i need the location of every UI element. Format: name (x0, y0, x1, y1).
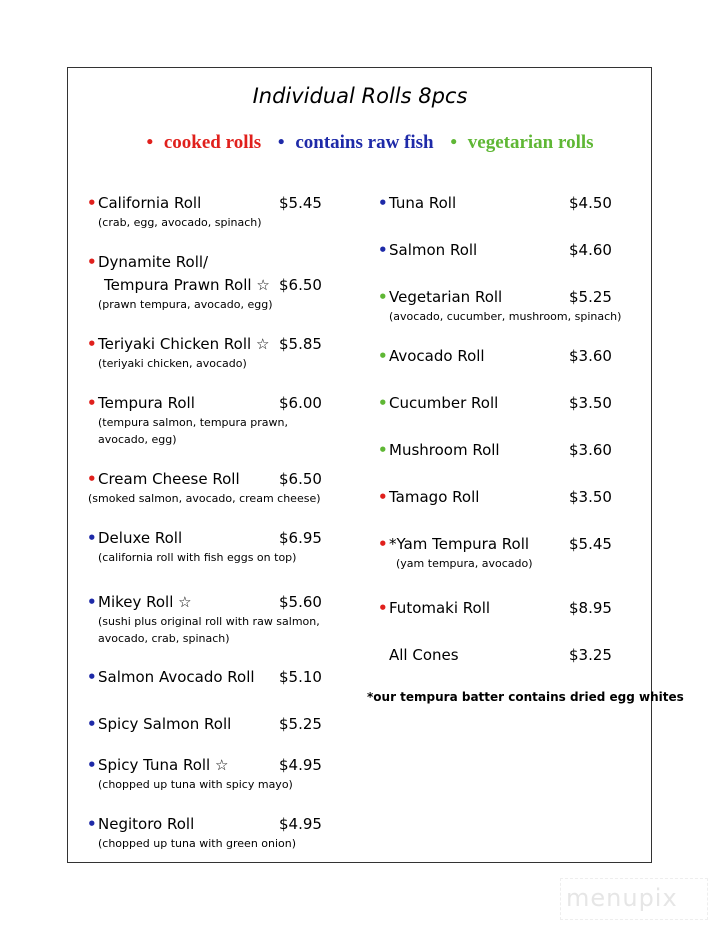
item-type-bullet: • (378, 194, 388, 212)
item-price: $5.45 (279, 194, 322, 212)
item-price: $5.45 (569, 535, 612, 553)
item-name: All Cones (389, 646, 459, 664)
item-price: $5.25 (279, 715, 322, 733)
item-type-bullet: • (87, 668, 97, 686)
item-name: Futomaki Roll (389, 599, 491, 617)
item-type-bullet: • (378, 488, 388, 506)
item-name: Tamago Roll (389, 488, 480, 506)
item-name: Salmon Avocado Roll (98, 668, 255, 686)
item-type-bullet: • (87, 394, 97, 412)
item-name: Spicy Tuna Roll ☆ (98, 756, 229, 774)
item-type-bullet: • (87, 194, 97, 212)
item-description-line: (sushi plus original roll with raw salmon, (98, 615, 320, 628)
item-description-line: avocado, egg) (98, 433, 177, 446)
legend (0, 132, 720, 154)
item-description-line: avocado, crab, spinach) (98, 632, 230, 645)
item-type-bullet: • (87, 470, 97, 488)
item-name: Mikey Roll ☆ (98, 593, 192, 611)
item-description (98, 414, 288, 448)
item-name: California Roll (98, 194, 202, 212)
item-type-bullet: • (378, 241, 388, 259)
item-price: $5.60 (279, 593, 322, 611)
item-type-bullet: • (87, 593, 97, 611)
item-type-bullet: • (378, 599, 388, 617)
item-type-bullet: • (87, 815, 97, 833)
menu-border (67, 67, 652, 863)
item-name: Mushroom Roll (389, 441, 500, 459)
watermark-logo (560, 878, 710, 922)
item-description (396, 555, 533, 572)
item-price: $3.60 (569, 347, 612, 365)
tempura-note: *our tempura batter contains dried egg whites (367, 690, 684, 704)
item-price: $4.95 (279, 756, 322, 774)
item-price: $3.50 (569, 394, 612, 412)
item-type-bullet: • (378, 441, 388, 459)
item-type-bullet: • (87, 335, 97, 353)
item-name: Salmon Roll (389, 241, 478, 259)
item-description (98, 549, 296, 566)
item-type-bullet: • (87, 715, 97, 733)
item-name: Dynamite Roll/ (98, 253, 209, 271)
item-price: $3.25 (569, 646, 612, 664)
item-name: *Yam Tempura Roll (389, 535, 530, 553)
item-price: $4.60 (569, 241, 612, 259)
item-description-line: (smoked salmon, avocado, cream cheese) (88, 492, 321, 505)
item-type-bullet: • (87, 253, 97, 271)
item-type-bullet: • (378, 347, 388, 365)
item-description-line: (yam tempura, avocado) (396, 557, 533, 570)
item-price: $3.60 (569, 441, 612, 459)
item-description-line: (tempura salmon, tempura prawn, (98, 416, 288, 429)
item-description-line: (prawn tempura, avocado, egg) (98, 298, 273, 311)
item-name: Cucumber Roll (389, 394, 499, 412)
item-description (88, 490, 321, 507)
item-description-line: (avocado, cucumber, mushroom, spinach) (389, 310, 622, 323)
item-price: $6.50 (279, 470, 322, 488)
item-name: Negitoro Roll (98, 815, 195, 833)
item-price: $5.10 (279, 668, 322, 686)
item-price: $6.00 (279, 394, 322, 412)
item-name: Vegetarian Roll (389, 288, 503, 306)
item-price: $3.50 (569, 488, 612, 506)
item-description (98, 214, 262, 231)
item-type-bullet: • (378, 394, 388, 412)
item-price: $6.95 (279, 529, 322, 547)
item-description-line: (chopped up tuna with green onion) (98, 837, 297, 850)
item-description-line: (chopped up tuna with spicy mayo) (98, 778, 293, 791)
legend-vegetarian: • vegetarian rolls (450, 132, 594, 153)
item-type-bullet: • (378, 535, 388, 553)
item-name: Avocado Roll (389, 347, 485, 365)
page-title: Individual Rolls 8pcs (252, 84, 468, 108)
item-price: $5.25 (569, 288, 612, 306)
item-description (98, 613, 320, 647)
item-type-bullet: • (378, 288, 388, 306)
item-name: Tempura Roll (98, 394, 195, 412)
item-name: Tuna Roll (389, 194, 457, 212)
item-price: $8.95 (569, 599, 612, 617)
item-description (98, 296, 273, 313)
item-name: Teriyaki Chicken Roll ☆ (98, 335, 270, 353)
legend-cooked: • cooked rolls (146, 132, 262, 153)
item-name: Deluxe Roll (98, 529, 183, 547)
item-type-bullet: • (87, 756, 97, 774)
item-description-line: (teriyaki chicken, avocado) (98, 357, 247, 370)
item-type-bullet: • (87, 529, 97, 547)
item-name: Cream Cheese Roll (98, 470, 240, 488)
item-description-line: (california roll with fish eggs on top) (98, 551, 297, 564)
item-name: Spicy Salmon Roll (98, 715, 232, 733)
item-description-line: (crab, egg, avocado, spinach) (98, 216, 262, 229)
item-name-line2: Tempura Prawn Roll ☆ (104, 276, 270, 294)
item-price: $6.50 (279, 276, 322, 294)
item-description (98, 835, 296, 852)
item-description (98, 776, 293, 793)
item-description (389, 308, 621, 325)
watermark-text: menupix (566, 884, 678, 912)
legend-raw: • contains raw fish (277, 132, 434, 153)
item-price: $4.50 (569, 194, 612, 212)
item-price: $4.95 (279, 815, 322, 833)
item-description (98, 355, 247, 372)
item-price: $5.85 (279, 335, 322, 353)
